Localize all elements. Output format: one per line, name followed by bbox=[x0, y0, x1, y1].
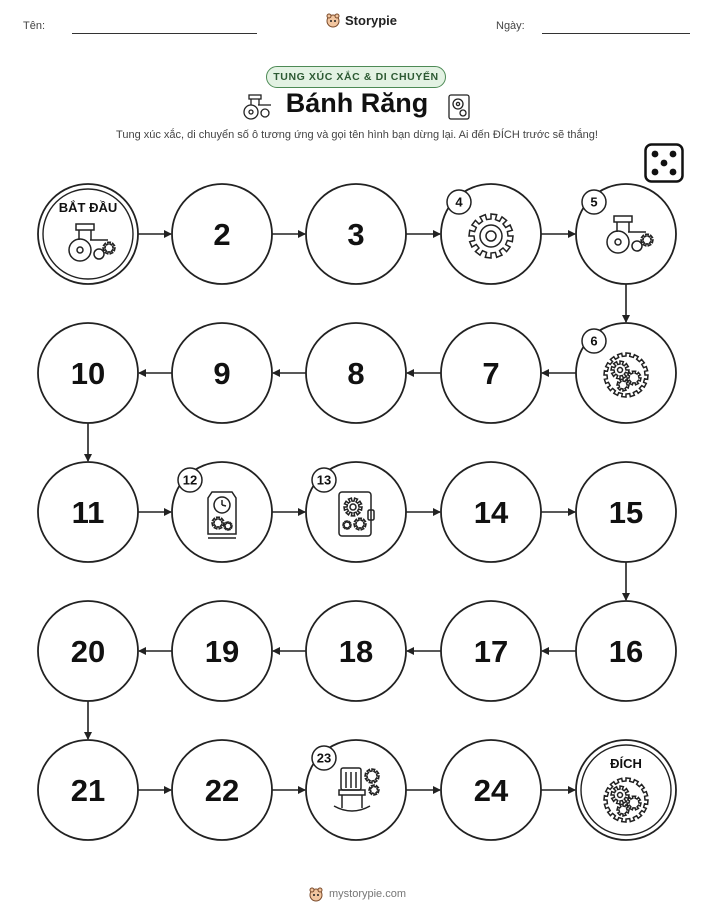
storypie-mascot-icon bbox=[308, 886, 324, 902]
space-number: 10 bbox=[70, 356, 106, 391]
board-space-23 bbox=[306, 740, 406, 840]
board-space-4 bbox=[441, 184, 541, 284]
space-number: 13 bbox=[316, 472, 332, 488]
space-number: 23 bbox=[316, 750, 332, 766]
space-number: 6 bbox=[590, 333, 598, 349]
space-number: 7 bbox=[482, 356, 500, 391]
space-number: 20 bbox=[70, 634, 106, 669]
space-number: 21 bbox=[70, 773, 106, 808]
space-number: 17 bbox=[473, 634, 509, 669]
page-title: Bánh Răng bbox=[285, 88, 429, 118]
space-number: 19 bbox=[204, 634, 240, 669]
board-space-12 bbox=[172, 462, 272, 562]
board-space-10 bbox=[38, 323, 138, 423]
game-tag: TUNG XÚC XẮC & DI CHUYỂN bbox=[266, 66, 446, 88]
space-number: 22 bbox=[204, 773, 240, 808]
board-space-8 bbox=[306, 323, 406, 423]
space-number: 9 bbox=[213, 356, 231, 391]
space-number: 12 bbox=[182, 472, 198, 488]
board-space-18 bbox=[306, 601, 406, 701]
name-label: Tên: bbox=[23, 20, 46, 32]
board-space-20 bbox=[38, 601, 138, 701]
space-number: 14 bbox=[473, 495, 509, 530]
board-space-11 bbox=[38, 462, 138, 562]
board-space-3 bbox=[306, 184, 406, 284]
brand-name: Storypie bbox=[345, 12, 398, 28]
footer bbox=[0, 886, 714, 902]
space-number: 18 bbox=[338, 634, 374, 669]
board-space-25 bbox=[576, 740, 676, 840]
space-number: 4 bbox=[455, 194, 463, 210]
board-space-9 bbox=[172, 323, 272, 423]
board-space-15 bbox=[576, 462, 676, 562]
board-space-13 bbox=[306, 462, 406, 562]
space-number: 16 bbox=[608, 634, 644, 669]
space-number: 3 bbox=[347, 217, 365, 252]
board-space-14 bbox=[441, 462, 541, 562]
board-space-21 bbox=[38, 740, 138, 840]
date-label: Ngày: bbox=[496, 20, 525, 32]
space-number: 8 bbox=[347, 356, 365, 391]
board-space-17 bbox=[441, 601, 541, 701]
space-circle bbox=[38, 184, 138, 284]
space-number: 24 bbox=[473, 773, 509, 808]
start-label: BẮT ĐẦU bbox=[58, 200, 118, 215]
space-number: 2 bbox=[213, 217, 231, 252]
footer-site: mystorypie.com bbox=[328, 888, 407, 900]
board-space-16 bbox=[576, 601, 676, 701]
board-space-7 bbox=[441, 323, 541, 423]
space-number: 11 bbox=[71, 495, 105, 530]
board-space-5 bbox=[576, 184, 676, 284]
board-space-24 bbox=[441, 740, 541, 840]
finish-label: ĐÍCH bbox=[610, 756, 642, 771]
space-number: 15 bbox=[608, 495, 644, 530]
board-space-2 bbox=[172, 184, 272, 284]
space-number: 5 bbox=[590, 194, 598, 210]
board-space-22 bbox=[172, 740, 272, 840]
board-space-1 bbox=[38, 184, 138, 284]
instructions: Tung xúc xắc, di chuyển số ô tương ứng và gọi tên hình bạn dừng lại. Ai đến ĐÍCH trước sẽ thắng! bbox=[116, 129, 598, 141]
board-space-19 bbox=[172, 601, 272, 701]
board-space-6 bbox=[576, 323, 676, 423]
